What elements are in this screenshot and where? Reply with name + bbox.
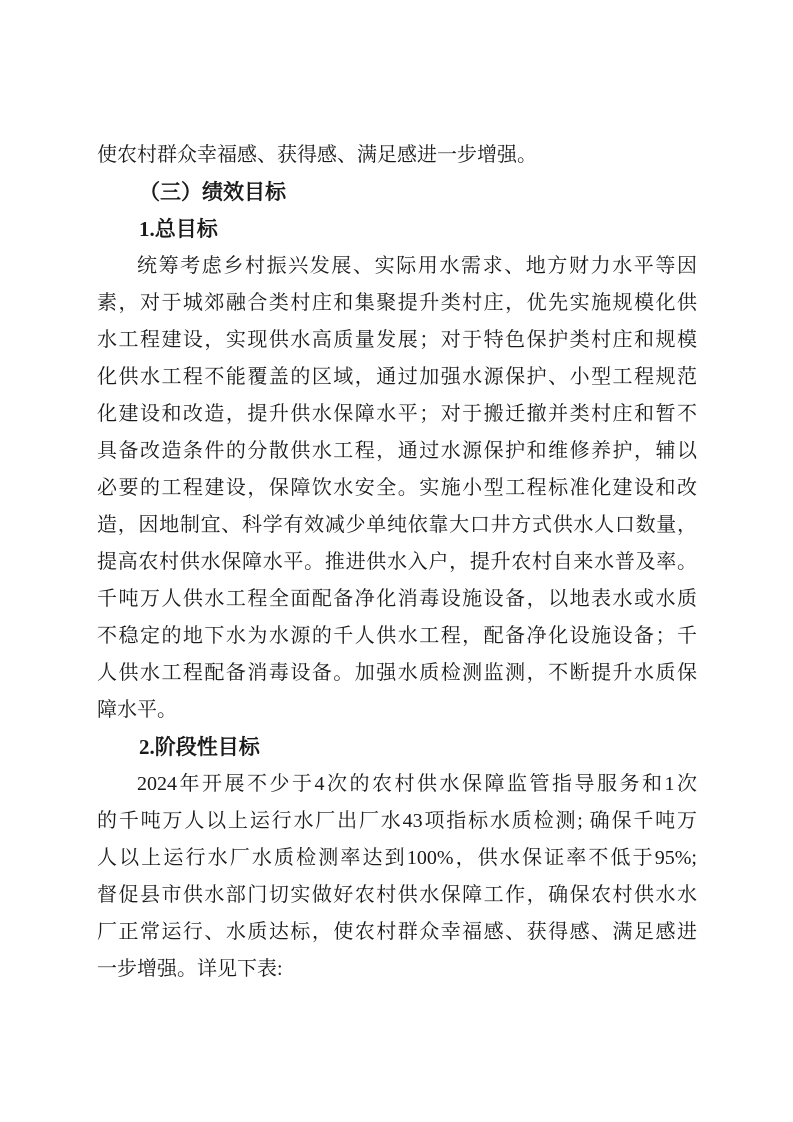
section-heading-performance-goals: （三）绩效目标 — [139, 180, 286, 204]
paragraph-line: 化供水工程不能覆盖的区域，通过加强水源保护、小型工程规范 — [97, 366, 697, 388]
paragraph-line: 督促县市供水部门切实做好农村供水保障工作，确保农村供水水 — [97, 884, 697, 906]
paragraph-line: 千吨万人供水工程全面配备净化消毒设施设备，以地表水或水质 — [97, 588, 697, 610]
subheading-overall-goal: 1.总目标 — [139, 217, 218, 241]
paragraph-line: 具备改造条件的分散供水工程，通过水源保护和维修养护，辅以 — [97, 440, 697, 462]
paragraph-line: 人以上运行水厂水质检测率达到100%，供水保证率不低于95%; — [97, 847, 697, 869]
paragraph-line: 统筹考虑乡村振兴发展、实际用水需求、地方财力水平等因 — [137, 255, 697, 277]
paragraph-line: 的千吨万人以上运行水厂出厂水43项指标水质检测; 确保千吨万 — [97, 810, 697, 832]
paragraph-line: 厂正常运行、水质达标，使农村群众幸福感、获得感、满足感进 — [97, 921, 697, 943]
paragraph-tail-line: 障水平。 — [97, 699, 177, 721]
paragraph-line: 2024年开展不少于4次的农村供水保障监管指导服务和1次 — [137, 773, 697, 795]
paragraph-line: 素，对于城郊融合类村庄和集聚提升类村庄，优先实施规模化供 — [97, 292, 697, 314]
paragraph-line: 水工程建设，实现供水高质量发展；对于特色保护类村庄和规模 — [97, 329, 697, 351]
paragraph-line: 必要的工程建设，保障饮水安全。实施小型工程标准化建设和改 — [97, 477, 697, 499]
paragraph-line: 提高农村供水保障水平。推进供水入户，提升农村自来水普及率。 — [97, 551, 697, 573]
paragraph-tail-line: 使农村群众幸福感、获得感、满足感进一步增强。 — [97, 144, 537, 166]
subheading-stage-goal: 2.阶段性目标 — [139, 735, 260, 759]
paragraph-line: 人供水工程配备消毒设备。加强水质检测监测，不断提升水质保 — [97, 662, 697, 684]
paragraph-tail-line: 一步增强。详见下表: — [97, 958, 283, 980]
paragraph-line: 不稳定的地下水为水源的千人供水工程，配备净化设施设备；千 — [97, 625, 697, 647]
document-content — [97, 137, 697, 988]
paragraph-line: 化建设和改造，提升供水保障水平；对于搬迁撤并类村庄和暂不 — [97, 403, 697, 425]
paragraph-line: 造，因地制宜、科学有效减少单纯依靠大口井方式供水人口数量， — [97, 514, 697, 536]
